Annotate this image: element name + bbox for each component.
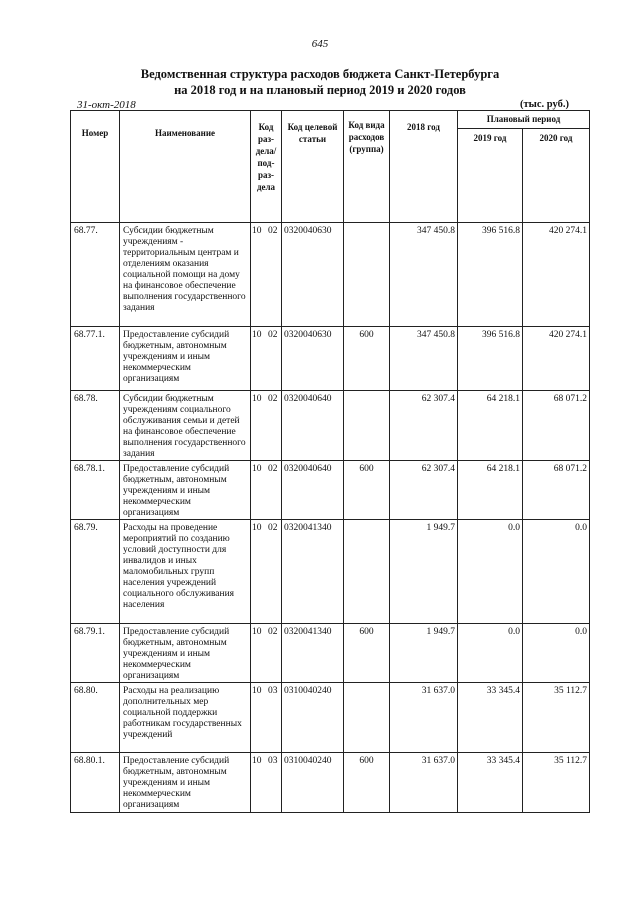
row-amount-2020: 420 274.1 bbox=[523, 327, 590, 391]
row-expense-type: 600 bbox=[344, 624, 390, 683]
header-target: Код целевой статьи bbox=[282, 111, 344, 223]
row-amount-2018: 62 307.4 bbox=[390, 461, 458, 520]
table-row bbox=[71, 520, 590, 624]
row-section-code bbox=[251, 327, 282, 391]
header-number: Номер bbox=[71, 111, 120, 223]
header-plan-period: Плановый период bbox=[458, 111, 590, 129]
podrazdel-code: 02 bbox=[268, 627, 278, 637]
row-target-code: 0320040630 bbox=[282, 327, 344, 391]
row-amount-2018: 347 450.8 bbox=[390, 327, 458, 391]
razdel-code: 10 bbox=[252, 330, 262, 340]
row-name: Предоставление субсидий бюджетным, автономным учреждениям и иным некоммерческим организациям bbox=[120, 327, 251, 391]
podrazdel-code: 02 bbox=[268, 523, 278, 533]
row-number: 68.77. bbox=[71, 223, 120, 327]
row-target-code: 0320041340 bbox=[282, 520, 344, 624]
row-amount-2019: 396 516.8 bbox=[458, 223, 523, 327]
document-date: 31-окт-2018 bbox=[77, 99, 136, 111]
header-2019: 2019 год bbox=[458, 129, 523, 223]
row-expense-type bbox=[344, 520, 390, 624]
row-section-code bbox=[251, 223, 282, 327]
row-name: Предоставление субсидий бюджетным, автономным учреждениям и иным некоммерческим организациям bbox=[120, 624, 251, 683]
row-amount-2019: 64 218.1 bbox=[458, 391, 523, 461]
row-amount-2020: 420 274.1 bbox=[523, 223, 590, 327]
row-amount-2020: 0.0 bbox=[523, 624, 590, 683]
row-name: Субсидии бюджетным учреждениям - территориальным центрам и отделениям оказания социальной помощи на дому на финансовое обеспечение выполнения государственного задания bbox=[120, 223, 251, 327]
row-number: 68.77.1. bbox=[71, 327, 120, 391]
row-section-code bbox=[251, 753, 282, 813]
row-expense-type: 600 bbox=[344, 461, 390, 520]
row-name: Предоставление субсидий бюджетным, автономным учреждениям и иным некоммерческим организациям bbox=[120, 753, 251, 813]
row-amount-2018: 31 637.0 bbox=[390, 753, 458, 813]
row-amount-2019: 33 345.4 bbox=[458, 683, 523, 753]
row-name: Расходы на реализацию дополнительных мер социальной поддержки работникам государственных учреждений bbox=[120, 683, 251, 753]
row-amount-2018: 62 307.4 bbox=[390, 391, 458, 461]
row-amount-2018: 1 949.7 bbox=[390, 520, 458, 624]
row-amount-2019: 396 516.8 bbox=[458, 327, 523, 391]
row-number: 68.80.1. bbox=[71, 753, 120, 813]
table-row bbox=[71, 753, 590, 813]
table-row bbox=[71, 624, 590, 683]
row-target-code: 0310040240 bbox=[282, 753, 344, 813]
row-amount-2020: 35 112.7 bbox=[523, 753, 590, 813]
page-number: 645 bbox=[311, 38, 329, 50]
table-row bbox=[71, 683, 590, 753]
row-amount-2019: 33 345.4 bbox=[458, 753, 523, 813]
row-amount-2020: 0.0 bbox=[523, 520, 590, 624]
row-amount-2018: 31 637.0 bbox=[390, 683, 458, 753]
row-name: Субсидии бюджетным учреждениям социального обслуживания семьи и детей на финансовое обеспечение выполнения государственного задания bbox=[120, 391, 251, 461]
header-section: Код раз-дела/ под-раз-дела bbox=[251, 111, 282, 223]
table-row bbox=[71, 223, 590, 327]
row-expense-type: 600 bbox=[344, 753, 390, 813]
budget-table bbox=[70, 110, 590, 813]
row-amount-2020: 68 071.2 bbox=[523, 391, 590, 461]
title-line-2: на 2018 год и на плановый период 2019 и 2020 годов bbox=[174, 83, 466, 97]
row-target-code: 0310040240 bbox=[282, 683, 344, 753]
podrazdel-code: 03 bbox=[268, 756, 278, 766]
row-number: 68.79. bbox=[71, 520, 120, 624]
podrazdel-code: 02 bbox=[268, 394, 278, 404]
row-target-code: 0320041340 bbox=[282, 624, 344, 683]
units-label: (тыс. руб.) bbox=[520, 99, 569, 110]
razdel-code: 10 bbox=[252, 756, 262, 766]
row-number: 68.78. bbox=[71, 391, 120, 461]
row-target-code: 0320040640 bbox=[282, 391, 344, 461]
podrazdel-code: 02 bbox=[268, 226, 278, 236]
razdel-code: 10 bbox=[252, 627, 262, 637]
header-expense-type: Код вида расходов (группа) bbox=[344, 111, 390, 223]
razdel-code: 10 bbox=[252, 226, 262, 236]
row-amount-2018: 347 450.8 bbox=[390, 223, 458, 327]
row-section-code bbox=[251, 520, 282, 624]
row-section-code bbox=[251, 624, 282, 683]
table-row bbox=[71, 461, 590, 520]
row-section-code bbox=[251, 391, 282, 461]
row-amount-2018: 1 949.7 bbox=[390, 624, 458, 683]
razdel-code: 10 bbox=[252, 523, 262, 533]
row-name: Предоставление субсидий бюджетным, автономным учреждениям и иным некоммерческим организациям bbox=[120, 461, 251, 520]
row-name: Расходы на проведение мероприятий по созданию условий доступности для инвалидов и иных маломобильных групп населения учреждений социального обслуживания населения bbox=[120, 520, 251, 624]
row-expense-type: 600 bbox=[344, 327, 390, 391]
row-number: 68.78.1. bbox=[71, 461, 120, 520]
row-amount-2019: 0.0 bbox=[458, 520, 523, 624]
row-number: 68.79.1. bbox=[71, 624, 120, 683]
title-line-1: Ведомственная структура расходов бюджета Санкт-Петербурга bbox=[140, 67, 500, 81]
razdel-code: 10 bbox=[252, 686, 262, 696]
row-expense-type bbox=[344, 683, 390, 753]
row-number: 68.80. bbox=[71, 683, 120, 753]
header-2018: 2018 год bbox=[390, 111, 458, 223]
document-title bbox=[0, 66, 640, 98]
row-expense-type bbox=[344, 391, 390, 461]
row-amount-2019: 64 218.1 bbox=[458, 461, 523, 520]
podrazdel-code: 02 bbox=[268, 330, 278, 340]
header-2020: 2020 год bbox=[523, 129, 590, 223]
row-target-code: 0320040640 bbox=[282, 461, 344, 520]
row-target-code: 0320040630 bbox=[282, 223, 344, 327]
row-section-code bbox=[251, 683, 282, 753]
header-name: Наименование bbox=[120, 111, 251, 223]
row-expense-type bbox=[344, 223, 390, 327]
row-section-code bbox=[251, 461, 282, 520]
podrazdel-code: 03 bbox=[268, 686, 278, 696]
razdel-code: 10 bbox=[252, 394, 262, 404]
row-amount-2020: 35 112.7 bbox=[523, 683, 590, 753]
row-amount-2020: 68 071.2 bbox=[523, 461, 590, 520]
table-row bbox=[71, 391, 590, 461]
podrazdel-code: 02 bbox=[268, 464, 278, 474]
razdel-code: 10 bbox=[252, 464, 262, 474]
row-amount-2019: 0.0 bbox=[458, 624, 523, 683]
table-row bbox=[71, 327, 590, 391]
